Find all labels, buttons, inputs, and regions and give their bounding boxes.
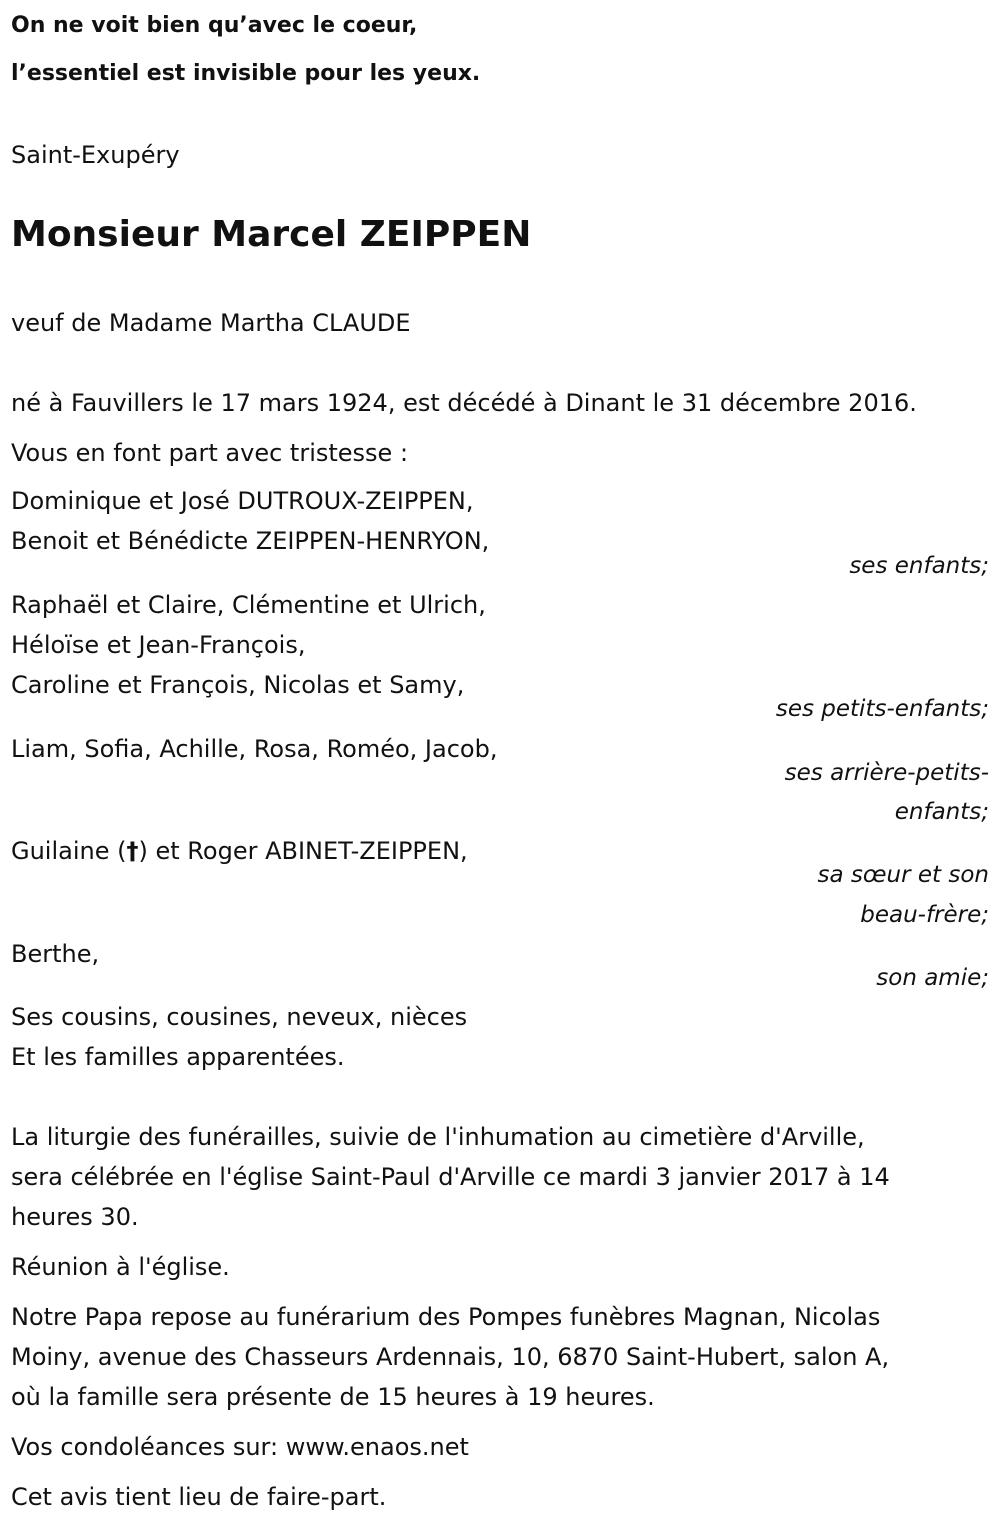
grandchildren-line: Héloïse et Jean-François, xyxy=(11,631,306,659)
closing-line: Cet avis tient lieu de faire-part. xyxy=(11,1483,387,1511)
sister-line xyxy=(11,836,468,866)
sister-name: Guilaine ( xyxy=(11,837,127,865)
meeting-line: Réunion à l'église. xyxy=(11,1253,230,1281)
intro-line: Vous en font part avec tristesse : xyxy=(11,439,409,467)
quote-line-2: l’essentiel est invisible pour les yeux. xyxy=(11,61,481,86)
relatives-line: Et les familles apparentées. xyxy=(11,1043,345,1071)
funeral-home-line: où la famille sera présente de 15 heures à 19 heures. xyxy=(11,1383,655,1411)
funeral-home-line: Notre Papa repose au funérarium des Pompes funèbres Magnan, Nicolas xyxy=(11,1303,881,1331)
cross-icon: † xyxy=(126,837,139,865)
sister-spouse: ) et Roger ABINET-ZEIPPEN, xyxy=(138,837,468,865)
ceremony-line: La liturgie des funérailles, suivie de l'inhumation au cimetière d'Arville, xyxy=(11,1123,865,1151)
relation-sister-line-1: sa sœur et son xyxy=(817,862,989,888)
grandchildren-line: Caroline et François, Nicolas et Samy, xyxy=(11,671,465,699)
relation-great-grandchildren-line-1: ses arrière-petits- xyxy=(784,760,989,786)
funeral-home-line: Moiny, avenue des Chasseurs Ardennais, 10, 6870 Saint-Hubert, salon A, xyxy=(11,1343,890,1371)
quote-author: Saint-Exupéry xyxy=(11,141,180,169)
children-line: Benoit et Bénédicte ZEIPPEN-HENRYON, xyxy=(11,527,490,555)
relation-great-grandchildren-line-2: enfants; xyxy=(894,799,989,825)
condolences-line: Vos condoléances sur: www.enaos.net xyxy=(11,1433,469,1461)
relation-grandchildren: ses petits-enfants; xyxy=(775,696,989,722)
relation-children: ses enfants; xyxy=(849,553,989,579)
children-line: Dominique et José DUTROUX-ZEIPPEN, xyxy=(11,487,474,515)
ceremony-line: sera célébrée en l'église Saint-Paul d'Arville ce mardi 3 janvier 2017 à 14 xyxy=(11,1163,890,1191)
relation-friend: son amie; xyxy=(876,965,989,991)
ceremony-line: heures 30. xyxy=(11,1203,139,1231)
great-grandchildren-line: Liam, Sofia, Achille, Rosa, Roméo, Jacob, xyxy=(11,735,498,763)
friend-line: Berthe, xyxy=(11,940,100,968)
birth-death-dates: né à Fauvillers le 17 mars 1924, est décédé à Dinant le 31 décembre 2016. xyxy=(11,389,917,417)
quote-line-1: On ne voit bien qu’avec le coeur, xyxy=(11,13,418,38)
deceased-name: Monsieur Marcel ZEIPPEN xyxy=(11,214,532,255)
relatives-line: Ses cousins, cousines, neveux, nièces xyxy=(11,1003,468,1031)
spouse-line: veuf de Madame Martha CLAUDE xyxy=(11,309,411,337)
relation-sister-line-2: beau-frère; xyxy=(860,902,989,928)
grandchildren-line: Raphaël et Claire, Clémentine et Ulrich, xyxy=(11,591,486,619)
